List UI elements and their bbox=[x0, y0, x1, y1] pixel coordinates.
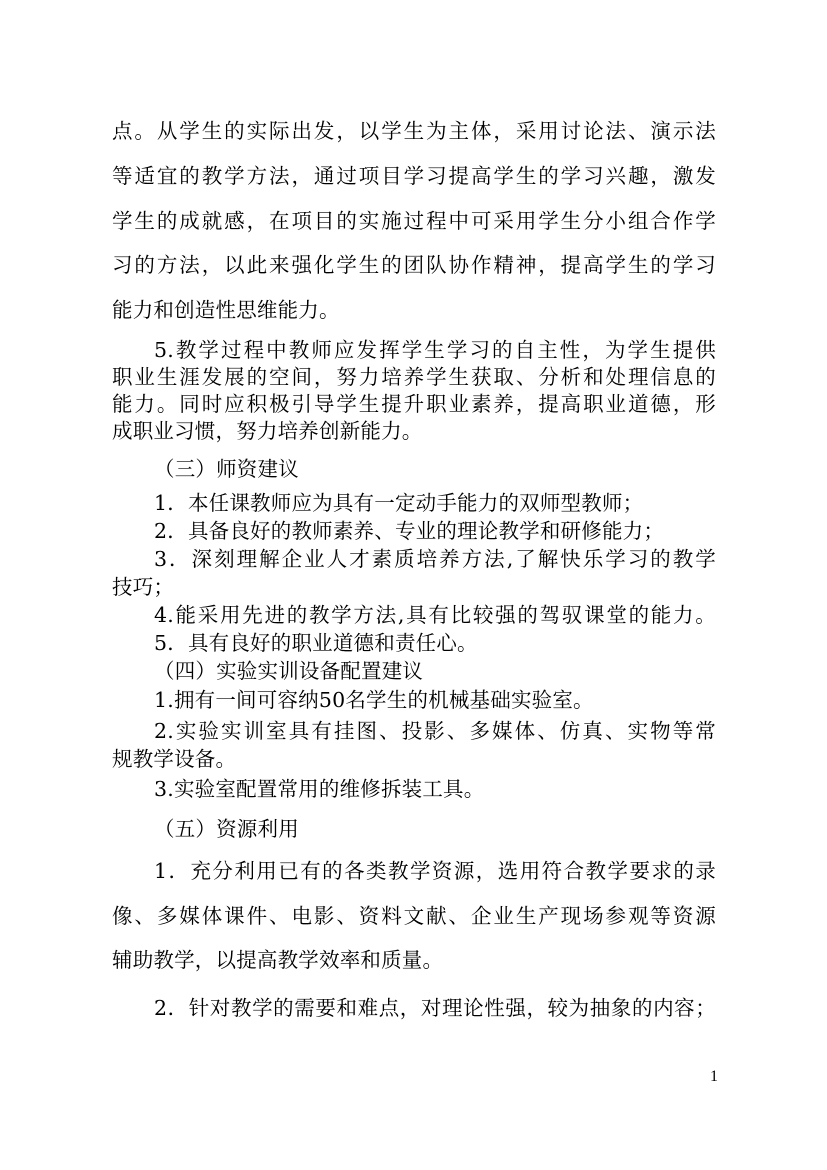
body-text-line: 学生的成就感，在项目的实施过程中可采用学生分小组合作学 bbox=[112, 209, 716, 233]
body-text-line: 5.教学过程中教师应发挥学生学习的自主性，为学生提供 bbox=[154, 338, 716, 362]
section-heading-teachers: （三）师资建议 bbox=[154, 457, 299, 481]
body-text-line: 1．充分利用已有的各类教学资源，选用符合教学要求的录 bbox=[154, 859, 716, 883]
body-text-line: 2．针对教学的需要和难点，对理论性强，较为抽象的内容； bbox=[154, 996, 716, 1020]
body-text-line: 1．本任课教师应为具有一定动手能力的双师型教师； bbox=[154, 491, 644, 515]
body-text-line: 辅助教学，以提高教学效率和质量。 bbox=[112, 948, 444, 972]
body-text-line: 点。从学生的实际出发，以学生为主体，采用讨论法、演示法 bbox=[112, 119, 716, 143]
body-text-line: 1.拥有一间可容纳50名学生的机械基础实验室。 bbox=[154, 688, 594, 712]
body-text-line: 习的方法，以此来强化学生的团队协作精神，提高学生的学习 bbox=[112, 253, 716, 277]
body-text-line: 成职业习惯，努力培养创新能力。 bbox=[112, 419, 423, 443]
body-text-line: 3.实验室配置常用的维修拆装工具。 bbox=[154, 777, 485, 801]
section-heading-equipment: （四）实验实训设备配置建议 bbox=[154, 659, 424, 683]
body-text-line: 2.实验实训室具有挂图、投影、多媒体、仿真、实物等常 bbox=[154, 719, 716, 743]
body-text-line: 3．深刻理解企业人才素质培养方法,了解快乐学习的教学 bbox=[154, 547, 716, 571]
body-text-line: 规教学设备。 bbox=[112, 747, 237, 771]
body-text-line: 能力和创造性思维能力。 bbox=[112, 298, 340, 322]
body-text-line: 能力。同时应积极引导学生提升职业素养，提高职业道德，形 bbox=[112, 392, 716, 416]
body-text-line: 2．具备良好的教师素养、专业的理论教学和研修能力； bbox=[154, 519, 665, 543]
body-text-line: 4.能采用先进的教学方法,具有比较强的驾驭课堂的能力。 bbox=[154, 603, 716, 627]
page-number: 1 bbox=[710, 1068, 718, 1085]
body-text-line: 技巧； bbox=[112, 575, 175, 599]
body-text-line: 像、多媒体课件、电影、资料文献、企业生产现场参观等资源 bbox=[112, 904, 716, 928]
body-text-line: 职业生涯发展的空间，努力培养学生获取、分析和处理信息的 bbox=[112, 365, 716, 389]
body-text-line: 5．具有良好的职业道德和责任心。 bbox=[154, 631, 478, 655]
section-heading-resources: （五）资源利用 bbox=[154, 817, 299, 841]
body-text-line: 等适宜的教学方法，通过项目学习提高学生的学习兴趣，激发 bbox=[112, 164, 716, 188]
